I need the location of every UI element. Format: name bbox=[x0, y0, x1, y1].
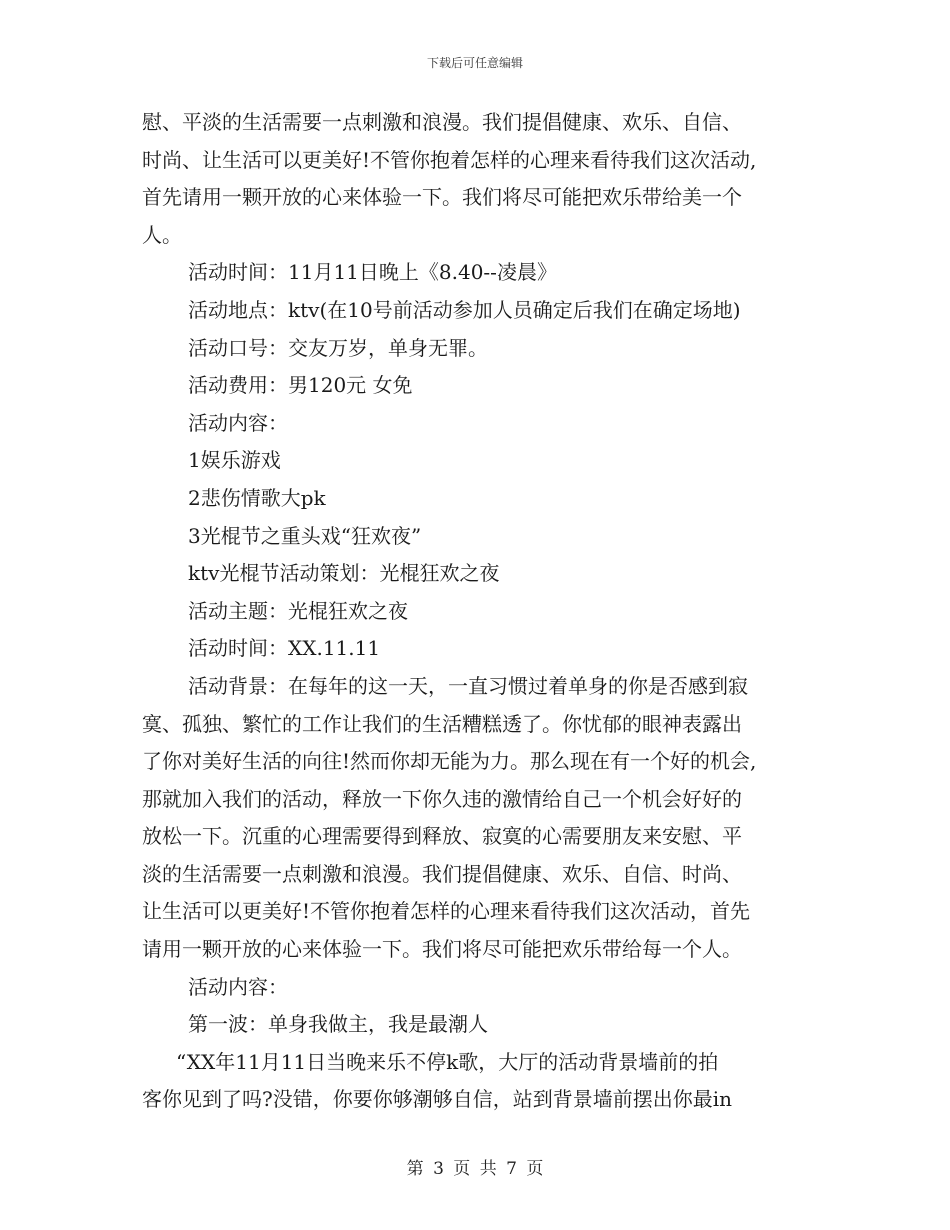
document-body bbox=[142, 104, 822, 1119]
text-line: 活动内容： bbox=[188, 410, 288, 435]
text-line: 人。 bbox=[142, 222, 182, 247]
page-header: 下载后可任意编辑 bbox=[426, 56, 523, 70]
text-line: 活动地点：ktv(在10号前活动参加人员确定后我们在确定场地) bbox=[188, 297, 741, 322]
text-line: 慰、平淡的生活需要一点刺激和浪漫。我们提倡健康、欢乐、自信、 bbox=[142, 110, 742, 134]
text-line: 第一波：单身我做主，我是最潮人 bbox=[188, 1012, 488, 1037]
text-line: 活动口号：交友万岁，单身无罪。 bbox=[188, 335, 488, 360]
text-line: 让生活可以更美好!不管你抱着怎样的心理来看待我们这次活动，首先 bbox=[142, 899, 751, 924]
text-line: 那就加入我们的活动，释放一下你久违的激情给自己一个机会好好的 bbox=[142, 786, 742, 811]
text-line: 时尚、让生活可以更美好!不管你抱着怎样的心理来看待我们这次活动, bbox=[142, 147, 757, 172]
text-line: 请用一颗开放的心来体验一下。我们将尽可能把欢乐带给每一个人。 bbox=[142, 937, 742, 962]
text-line: 活动背景：在每年的这一天，一直习惯过着单身的你是否感到寂 bbox=[188, 673, 748, 698]
list-item: 2悲伤情歌大pk bbox=[188, 485, 326, 510]
text-line: 活动主题：光棍狂欢之夜 bbox=[188, 598, 408, 623]
page-number: 第 3 页 共 7 页 bbox=[406, 1159, 544, 1179]
text-line: 活动时间：11月11日晚上《8.40--凌晨》 bbox=[188, 260, 557, 285]
text-line: 寞、孤独、繁忙的工作让我们的生活糟糕透了。你忧郁的眼神表露出 bbox=[142, 711, 742, 736]
text-line: 首先请用一颗开放的心来体验一下。我们将尽可能把欢乐带给美一个 bbox=[142, 185, 742, 210]
text-line: 客你见到了吗?没错，你要你够潮够自信，站到背景墙前摆出你最in bbox=[142, 1087, 732, 1112]
list-item: 3光棍节之重头戏“狂欢夜” bbox=[188, 523, 422, 548]
text-line: 活动时间：XX.11.11 bbox=[188, 636, 381, 661]
text-line: 淡的生活需要一点刺激和浪漫。我们提倡健康、欢乐、自信、时尚、 bbox=[142, 861, 742, 886]
text-line: 活动内容： bbox=[188, 974, 288, 999]
text-line: 放松一下。沉重的心理需要得到释放、寂寞的心需要朋友来安慰、平 bbox=[142, 824, 742, 849]
section-heading: ktv光棍节活动策划：光棍狂欢之夜 bbox=[188, 561, 500, 586]
text-line: 活动费用：男120元 女免 bbox=[188, 373, 413, 398]
list-item: 1娱乐游戏 bbox=[188, 448, 281, 473]
text-line: “XX年11月11日当晚来乐不停k歌，大厅的活动背景墙前的拍 bbox=[176, 1049, 719, 1074]
text-line: 了你对美好生活的向往!然而你却无能为力。那么现在有一个好的机会, bbox=[142, 749, 757, 774]
